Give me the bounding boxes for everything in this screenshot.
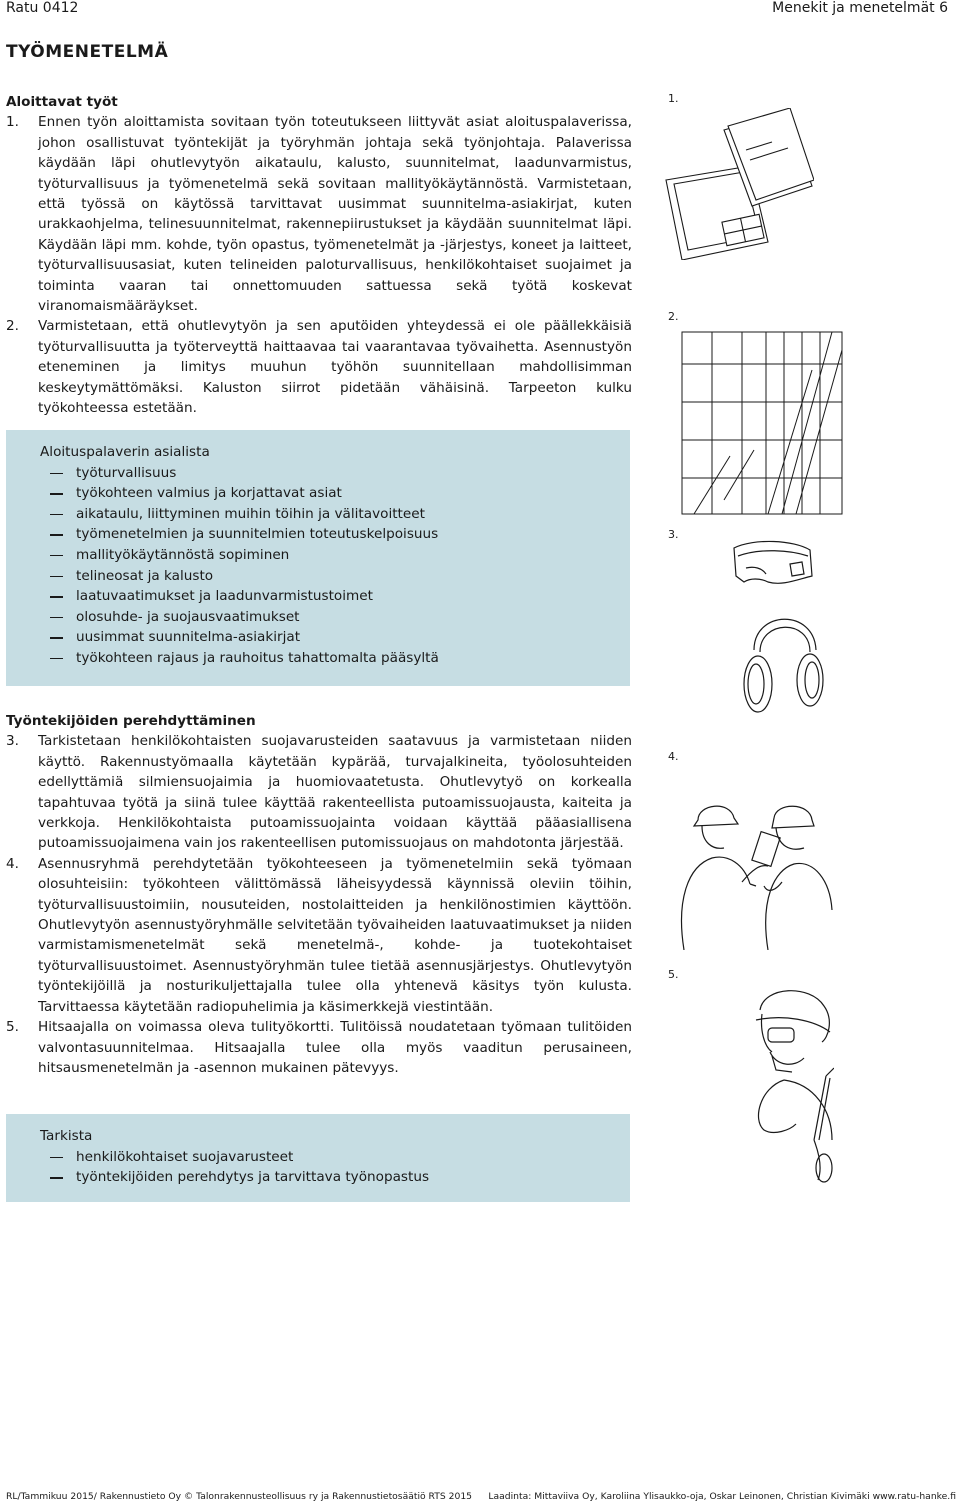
checklist-item: työkohteen valmius ja korjattavat asiat (40, 483, 616, 504)
figure-label: 1. (668, 92, 679, 105)
checklist-item: aikataulu, liittyminen muihin töihin ja välitavoitteet (40, 504, 616, 525)
checklist-item: työkohteen rajaus ja rauhoitus tahattomalta pääsyltä (40, 648, 616, 669)
documents-illustration (664, 108, 814, 260)
item-text: Hitsaajalla on voimassa oleva tulityökortti. Tulitöissä noudatetaan työmaan tulitöiden valvontasuunnitelmaa. Hitsaajalla tulee olla myös vaaditun perusaineen, hitsausmenetelmän ja -asennon mukainen pätevyys. (38, 1019, 632, 1076)
checklist-box-agenda (6, 430, 630, 686)
part1-subheading: Aloittavat työt (6, 94, 118, 110)
checklist-title: Aloituspalaverin asialista (40, 444, 210, 460)
part2-text (6, 711, 632, 1078)
footer (6, 1491, 956, 1502)
checklist-item: uusimmat suunnitelma-asiakirjat (40, 627, 616, 648)
item-number: 1. (6, 114, 19, 131)
list-item (6, 316, 632, 418)
checklist-title: Tarkista (40, 1128, 93, 1144)
item-number: 4. (6, 855, 19, 872)
checklist-item: työntekijöiden perehdytys ja tarvittava työnopastus (40, 1167, 616, 1188)
item-text: Ennen työn aloittamista sovitaan työn toteutukseen liittyvät asiat aloituspalaverissa, johon osallistuvat työntekijät ja työryhmän johtaja sekä työnjohtaja. Palaverissa käydään läpi ohutlevytyön aikataulu, kalusto, suunnitelmat, laadunvarmistus, työturvallisuus ja työmenetelmä sekä sovitaan mallityökäytännöstä. Varmistetaan, että työssä on käytössä tarvittavat uusimmat suunnitelma-asiakirjat, kuten urakkaohjelma, telinesuunnitelmat, rakennepiirustukset ja käydään suunnitelmat läpi. Käydään läpi mm. kohde, työn opastus, työmenetelmät ja -järjestys, koneet ja laitteet, työturvallisuusasiat, kuten telineiden paloturvallisuus, henkilökohtaiset suojaimet ja toiminta vaaran tai onnettomuuden sattuessa sekä työtä koskevat viranomaismääräykset. (38, 114, 632, 315)
part1-text (6, 92, 632, 419)
item-number: 3. (6, 733, 19, 750)
list-item (6, 731, 632, 853)
checklist-item: olosuhde- ja suojausvaatimukset (40, 607, 616, 628)
goggles-earmuffs-illustration (664, 530, 824, 740)
checklist-item: työturvallisuus (40, 463, 616, 484)
workers-briefing-illustration (664, 790, 834, 950)
item-text: Tarkistetaan henkilökohtaisten suojavarusteiden saatavuus ja varmistetaan niiden käyttö. Rakennustyömaalla käytetään kypärää, turvajalkineita, työolosuhteiden edellyttämiä silmiensuojaimia ja huomiovaatetusta. Ohutlevytyö on korkealla tapahtuvaa työtä ja siinä tulee käyttää rakenteellista putoamissuojausta, kaiteita ja verkkoja. Henkilökohtaista putoamissuojainta voidaan käyttää pääasiallisena putoamissuojaimena vain jos rakenteellisen putomissuojaus on mahdotonta järjestää. (38, 733, 632, 852)
item-text: Varmistetaan, että ohutlevytyön ja sen aputöiden yhteydessä ei ole päällekkäisiä työturvallisuutta ja työterveyttä haittaavaa tai vaarantavaa työvaihetta. Asennustyön eteneminen ja limitys muuhun työhön suunnitellaan mahdollisimman keskeytymättömäksi. Kaluston siirrot pidetään vähäisinä. Tarpeeton kulku työkohteessa estetään. (38, 318, 632, 417)
figure-label: 4. (668, 750, 679, 763)
checklist (40, 1147, 616, 1188)
section-title: TYÖMENETELMÄ (6, 42, 169, 62)
welder-illustration (664, 980, 834, 1200)
checklist-box-check (6, 1114, 630, 1202)
footer-copyright: RL/Tammikuu 2015/ Rakennustieto Oy © Talonrakennusteollisuus ry ja Rakennustietosäätiö RTS 2015 (6, 1491, 473, 1502)
scaffold-facade-illustration (664, 330, 844, 516)
figure-label: 5. (668, 968, 679, 981)
header-section-page: Menekit ja menetelmät 6 (772, 0, 948, 16)
checklist-item: laatuvaatimukset ja laadunvarmistustoimet (40, 586, 616, 607)
list-item (6, 1017, 632, 1078)
figure-label: 2. (668, 310, 679, 323)
item-number: 5. (6, 1019, 19, 1036)
checklist-item: mallityökäytännöstä sopiminen (40, 545, 616, 566)
figure-label: 3. (668, 528, 679, 541)
header-doc-code: Ratu 0412 (6, 0, 79, 16)
checklist (40, 463, 616, 669)
list-item (6, 112, 632, 316)
footer-authors: Laadinta: Mittaviiva Oy, Karoliina Ylisaukko-oja, Oskar Leinonen, Christian Kivimäki www.ratu-hanke.fi (488, 1491, 956, 1502)
checklist-item: työmenetelmien ja suunnitelmien toteutuskelpoisuus (40, 524, 616, 545)
list-item (6, 854, 632, 1017)
part2-subheading: Työntekijöiden perehdyttäminen (6, 713, 256, 729)
item-text: Asennusryhmä perehdytetään työkohteeseen ja työmenetelmiin sekä työmaan olosuhteisiin: työkohteen välittömässä läheisyydessä käynnissä oleviin töihin, työturvallisuustoimiin, nousuteiden, nostolaitteiden ja henkilönostimien käyttöön. Ohutlevytyön asennustyöryhmälle selvitetään työvaiheiden laatuvaatimukset ja niiden varmistamismenetelmät sekä menetelmä-, kohde- ja tuotekohtaiset työturvallisuustoimet. Asennustyöryhmän tulee tietää asennusjärjestys. Ohutlevytyön työntekijöillä ja nosturikuljettajalla tulee olla yhtenevä käsitys työn kulusta. Tarvittaessa käytetään radiopuhelimia ja käsimerkkejä viestintään. (38, 855, 632, 1015)
item-number: 2. (6, 318, 19, 335)
checklist-item: henkilökohtaiset suojavarusteet (40, 1147, 616, 1168)
checklist-item: telineosat ja kalusto (40, 566, 616, 587)
